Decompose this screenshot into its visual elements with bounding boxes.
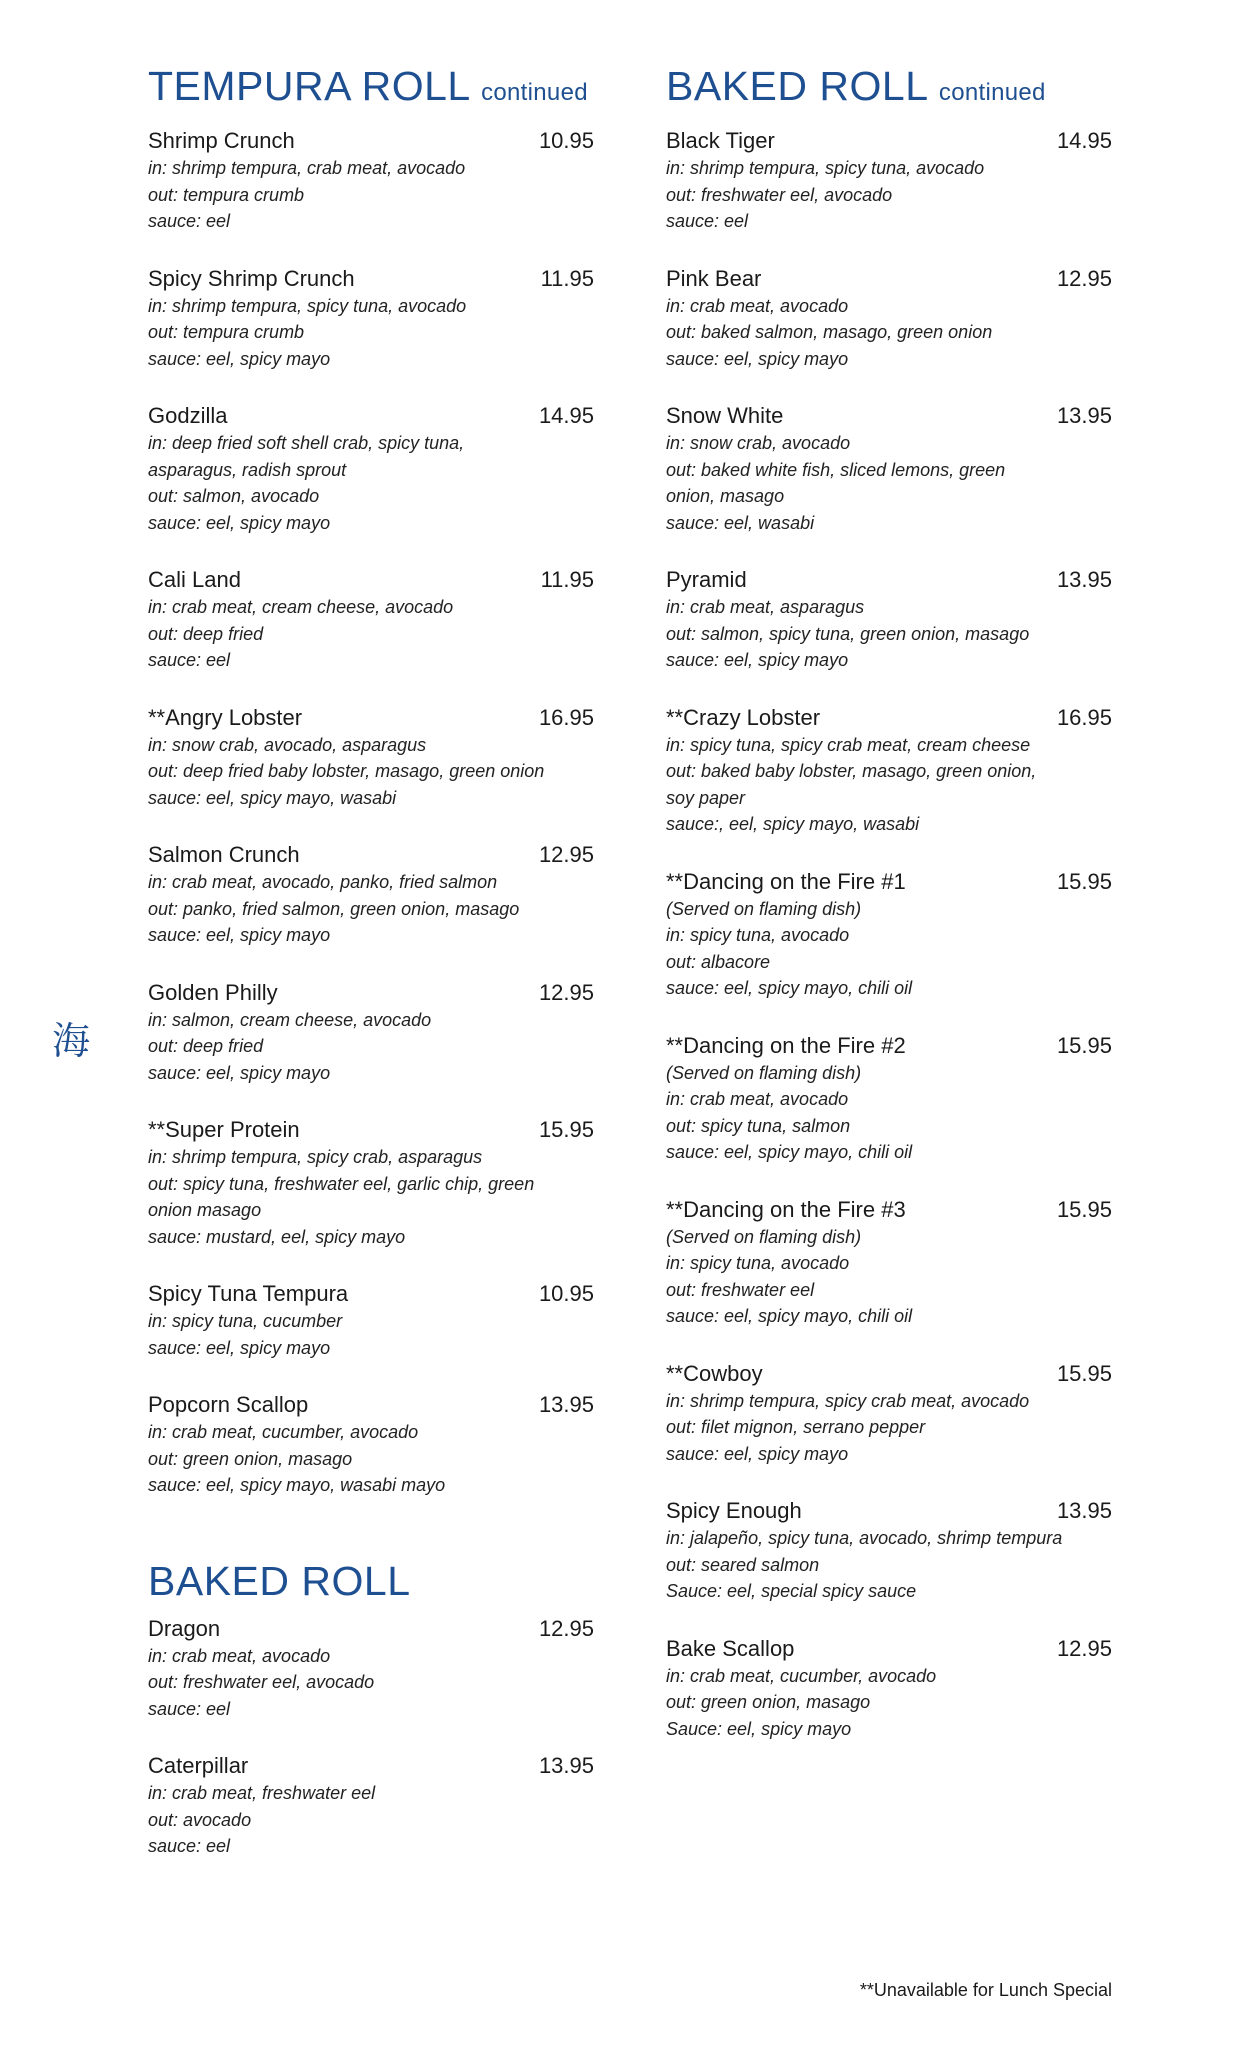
section-title-baked-roll-continued	[666, 62, 1112, 117]
menu-item-name: Popcorn Scallop	[148, 1392, 309, 1417]
menu-item-name: **Dancing on the Fire #3	[666, 1196, 906, 1222]
section-title-tempura-roll	[148, 62, 594, 117]
menu-item-description-line: sauce: eel, spicy mayo	[148, 348, 331, 369]
menu-item-description-line: out: panko, fried salmon, green onion, masago	[148, 898, 520, 919]
menu-item-header	[148, 1615, 594, 1643]
menu-item-description-line: asparagus, radish sprout	[148, 459, 347, 480]
menu-item-description-line: out: deep fried	[148, 623, 264, 644]
menu-item-description-line: sauce: eel, spicy mayo	[666, 1443, 849, 1464]
section-title-text: BAKED ROLL	[666, 63, 927, 109]
menu-item-description-line: in: crab meat, avocado, panko, fried salmon	[148, 872, 498, 892]
menu-item-description-line: out: baked white fish, sliced lemons, green	[666, 459, 1006, 480]
menu-item-description-line: (Served on flaming dish)	[666, 1062, 862, 1083]
menu-item-header	[666, 1360, 1112, 1388]
menu-item-name: Dragon	[148, 1615, 221, 1641]
menu-item-price: 15.95	[1056, 1196, 1112, 1222]
menu-item-header	[148, 1116, 594, 1144]
menu-item-description-line: in: snow crab, avocado, asparagus	[148, 734, 427, 755]
menu-item-name: **Angry Lobster	[148, 704, 303, 730]
menu-item	[666, 1497, 1112, 1605]
menu-item	[148, 704, 594, 812]
menu-item-description-line: sauce: eel, spicy mayo, chili oil	[666, 978, 913, 998]
menu-item-price: 12.95	[538, 979, 594, 1005]
menu-item	[148, 1752, 594, 1860]
menu-item-description-line: soy paper	[666, 787, 746, 808]
menu-item	[666, 868, 1112, 1002]
menu-item-description-line: out: baked baby lobster, masago, green onion,	[666, 761, 1037, 781]
menu-item-description-line: in: shrimp tempura, crab meat, avocado	[148, 158, 466, 178]
menu-item-price: 13.95	[1056, 403, 1112, 428]
menu-item-description-line: in: crab meat, freshwater eel	[148, 1783, 376, 1803]
menu-item-header	[666, 704, 1112, 732]
menu-item-description-line: in: salmon, cream cheese, avocado	[148, 1009, 432, 1030]
menu-item-name: Black Tiger	[666, 128, 775, 153]
menu-item	[148, 1615, 594, 1723]
menu-item-price: 11.95	[540, 265, 594, 291]
menu-item-header	[148, 704, 594, 732]
menu-item-description-line: in: crab meat, avocado	[666, 1089, 849, 1109]
menu-item-header	[666, 868, 1112, 896]
menu-item-description-line: in: crab meat, avocado	[148, 1645, 331, 1666]
menu-item-description-line: out: albacore	[666, 951, 771, 972]
menu-item-description-line: in: crab meat, avocado	[666, 295, 849, 316]
menu-item	[666, 402, 1112, 536]
menu-item-description-line: in: deep fried soft shell crab, spicy tuna,	[148, 433, 465, 453]
right-column	[666, 62, 1112, 1772]
menu-item-header	[666, 1032, 1112, 1060]
menu-item	[148, 566, 594, 674]
menu-item-header	[666, 566, 1112, 594]
menu-item-description-line: in: spicy tuna, avocado	[666, 1253, 850, 1273]
menu-item-description-line: sauce: eel, spicy mayo, chili oil	[666, 1306, 913, 1326]
menu-item-list	[148, 127, 594, 1499]
menu-item-description-line: sauce: eel, spicy mayo	[148, 1337, 331, 1358]
menu-item-name: Snow White	[666, 403, 784, 428]
tempura-roll-section	[148, 62, 594, 1499]
menu-item	[148, 1391, 594, 1499]
menu-item	[666, 1196, 1112, 1330]
section-title-text: BAKED ROLL	[148, 1557, 411, 1604]
menu-item-description-line: Sauce: eel, special spicy sauce	[666, 1581, 917, 1601]
baked-roll-continued-section	[666, 62, 1112, 1742]
menu-item	[666, 265, 1112, 373]
menu-item	[148, 127, 594, 235]
menu-item-name: **Crazy Lobster	[666, 704, 821, 730]
menu-item-description-line: out: spicy tuna, salmon	[666, 1115, 851, 1136]
menu-item-header	[666, 1196, 1112, 1224]
menu-item-description-line: in: crab meat, cucumber, avocado	[148, 1422, 419, 1442]
menu-item-name: Spicy Tuna Tempura	[148, 1281, 349, 1306]
menu-item-description-line: out: freshwater eel, avocado	[666, 184, 893, 205]
menu-item-header	[148, 566, 594, 594]
menu-item-header	[148, 1280, 594, 1308]
menu-item-description-line: sauce: eel	[666, 211, 749, 231]
footnote: **Unavailable for Lunch Special	[859, 1980, 1112, 2000]
menu-item	[666, 127, 1112, 235]
menu-item	[148, 265, 594, 373]
menu-item	[666, 1032, 1112, 1166]
menu-item-description-line: out: seared salmon	[666, 1554, 820, 1575]
menu-item-description-line: out: tempura crumb	[148, 322, 305, 342]
menu-item-name: Pink Bear	[666, 265, 762, 291]
menu-item-name: Godzilla	[148, 403, 228, 428]
menu-item-description-line: out: freshwater eel, avocado	[148, 1672, 375, 1692]
menu-item-description-line: in: spicy tuna, cucumber	[148, 1311, 343, 1331]
menu-item	[148, 841, 594, 949]
menu-item-name: Salmon Crunch	[148, 842, 300, 867]
menu-item-name: **Super Protein	[148, 1117, 300, 1142]
menu-item-description-line: out: green onion, masago	[148, 1448, 353, 1469]
menu-item-description-line: out: green onion, masago	[666, 1692, 871, 1712]
continued-label: continued	[481, 79, 588, 106]
menu-item-description-line: out: salmon, avocado	[148, 486, 320, 506]
menu-item	[666, 566, 1112, 674]
menu-item-description-line: in: crab meat, cream cheese, avocado	[148, 597, 454, 617]
menu-item-price: 10.95	[538, 1281, 594, 1306]
menu-item	[666, 1360, 1112, 1468]
menu-item-description-line: (Served on flaming dish)	[666, 898, 862, 919]
menu-item	[148, 1280, 594, 1361]
menu-item	[148, 979, 594, 1087]
menu-item-price: 12.95	[1056, 265, 1112, 291]
menu-item-price: 15.95	[1056, 868, 1112, 894]
menu-item-price: 13.95	[1056, 1498, 1112, 1523]
menu-item-header	[148, 1752, 594, 1780]
menu-item-description-line: in: shrimp tempura, spicy tuna, avocado	[666, 158, 985, 178]
menu-item-description-line: sauce: eel	[148, 1836, 231, 1856]
menu-item-description-line: out: deep fried	[148, 1036, 264, 1056]
menu-item-description-line: in: crab meat, asparagus	[666, 597, 865, 617]
menu-item-description-line: sauce: eel, spicy mayo	[666, 650, 849, 670]
menu-item-description-line: sauce: eel	[148, 1698, 231, 1719]
menu-item-price: 13.95	[538, 1753, 594, 1778]
menu-item-description-line: in: shrimp tempura, spicy tuna, avocado	[148, 295, 467, 316]
menu-item-description-line: in: crab meat, cucumber, avocado	[666, 1665, 937, 1686]
menu-item-description-line: sauce: eel, spicy mayo, wasabi	[148, 787, 397, 808]
left-column	[148, 62, 594, 1890]
menu-item-description-line: in: shrimp tempura, spicy crab, asparagus	[148, 1147, 483, 1167]
menu-item-description-line: in: snow crab, avocado	[666, 433, 851, 453]
menu-item-name: Bake Scallop	[666, 1635, 795, 1661]
menu-item-name: Golden Philly	[148, 979, 278, 1005]
menu-item-description-line: sauce: eel, spicy mayo	[148, 1062, 331, 1083]
menu-item-header	[148, 127, 594, 155]
section-title-baked-roll	[148, 1557, 594, 1605]
menu-item-price: 10.95	[538, 128, 594, 153]
menu-item-header	[666, 1635, 1112, 1663]
menu-item-name: Spicy Enough	[666, 1498, 802, 1523]
menu-item-description-line: sauce: eel, spicy mayo, chili oil	[666, 1142, 913, 1162]
sea-kanji-ornament: 海	[52, 1019, 91, 1063]
menu-item	[666, 1635, 1112, 1743]
menu-item	[148, 402, 594, 536]
menu-item-description-line: sauce: eel	[148, 650, 231, 670]
menu-item-header	[148, 402, 594, 430]
menu-item-description-line: out: filet mignon, serrano pepper	[666, 1417, 926, 1437]
menu-item-description-line: out: avocado	[148, 1809, 252, 1830]
menu-item-description-line: sauce: eel, spicy mayo	[148, 512, 331, 533]
menu-item-description-line: sauce: eel, spicy mayo	[148, 925, 331, 945]
menu-item-price: 15.95	[1056, 1032, 1112, 1058]
section-title-text: TEMPURA ROLL	[148, 63, 470, 109]
menu-item-name: **Dancing on the Fire #2	[666, 1032, 906, 1058]
menu-item-price: 12.95	[538, 842, 594, 867]
menu-item-header	[666, 1497, 1112, 1525]
menu-item-price: 16.95	[538, 704, 594, 730]
menu-item-header	[148, 841, 594, 869]
continued-label: continued	[938, 79, 1046, 106]
menu-item-header	[148, 1391, 594, 1419]
menu-item-price: 12.95	[1056, 1635, 1112, 1661]
menu-item-header	[666, 127, 1112, 155]
menu-item-description-line: out: tempura crumb	[148, 184, 305, 205]
menu-item-price: 15.95	[1056, 1360, 1112, 1386]
menu-item-price: 15.95	[538, 1117, 594, 1142]
menu-item-description-line: out: spicy tuna, freshwater eel, garlic chip, green	[148, 1173, 535, 1194]
menu-item-description-line: out: baked salmon, masago, green onion	[666, 322, 993, 342]
menu-item	[148, 1116, 594, 1250]
menu-item-description-line: sauce: eel, wasabi	[666, 512, 815, 533]
menu-item-header	[666, 402, 1112, 430]
menu-item-list	[666, 127, 1112, 1742]
menu-item-description-line: sauce:, eel, spicy mayo, wasabi	[666, 814, 920, 834]
menu-item-header	[148, 265, 594, 293]
menu-item-name: Caterpillar	[148, 1753, 249, 1778]
menu-item-name: Cali Land	[148, 567, 241, 592]
menu-item-description-line: in: jalapeño, spicy tuna, avocado, shrimp tempura	[666, 1528, 1063, 1548]
menu-item-price: 13.95	[538, 1392, 594, 1417]
menu-item-name: Spicy Shrimp Crunch	[148, 265, 355, 291]
menu-item-list	[148, 1615, 594, 1860]
menu-item-price: 13.95	[1056, 567, 1112, 592]
menu-item	[666, 704, 1112, 838]
menu-item-price: 14.95	[538, 403, 594, 428]
menu-item-description-line: out: freshwater eel	[666, 1279, 815, 1300]
menu-item-description-line: sauce: eel, spicy mayo, wasabi mayo	[148, 1475, 446, 1495]
menu-item-description-line: sauce: eel	[148, 211, 231, 231]
menu-item-description-line: (Served on flaming dish)	[666, 1226, 862, 1247]
menu-item-description-line: in: spicy tuna, avocado	[666, 925, 850, 945]
menu-item-description-line: sauce: eel, spicy mayo	[666, 348, 849, 369]
baked-roll-section	[148, 1557, 594, 1860]
menu-item-header	[666, 265, 1112, 293]
menu-item-description-line: in: spicy tuna, spicy crab meat, cream cheese	[666, 734, 1031, 755]
menu-item-header	[148, 979, 594, 1007]
menu-item-price: 12.95	[538, 1615, 594, 1641]
menu-item-price: 16.95	[1056, 704, 1112, 730]
menu-item-description-line: Sauce: eel, spicy mayo	[666, 1718, 852, 1739]
menu-item-name: **Cowboy	[666, 1360, 763, 1386]
menu-item-name: **Dancing on the Fire #1	[666, 868, 906, 894]
menu-item-description-line: out: deep fried baby lobster, masago, green onion	[148, 761, 545, 781]
menu-item-name: Pyramid	[666, 567, 747, 592]
menu-item-description-line: onion masago	[148, 1200, 262, 1220]
menu-item-description-line: out: salmon, spicy tuna, green onion, masago	[666, 623, 1030, 644]
menu-item-description-line: onion, masago	[666, 486, 785, 506]
menu-item-description-line: in: shrimp tempura, spicy crab meat, avocado	[666, 1390, 1030, 1411]
menu-item-price: 14.95	[1056, 128, 1112, 153]
menu-item-name: Shrimp Crunch	[148, 128, 295, 153]
menu-item-price: 11.95	[540, 567, 594, 592]
menu-item-description-line: sauce: mustard, eel, spicy mayo	[148, 1226, 406, 1247]
